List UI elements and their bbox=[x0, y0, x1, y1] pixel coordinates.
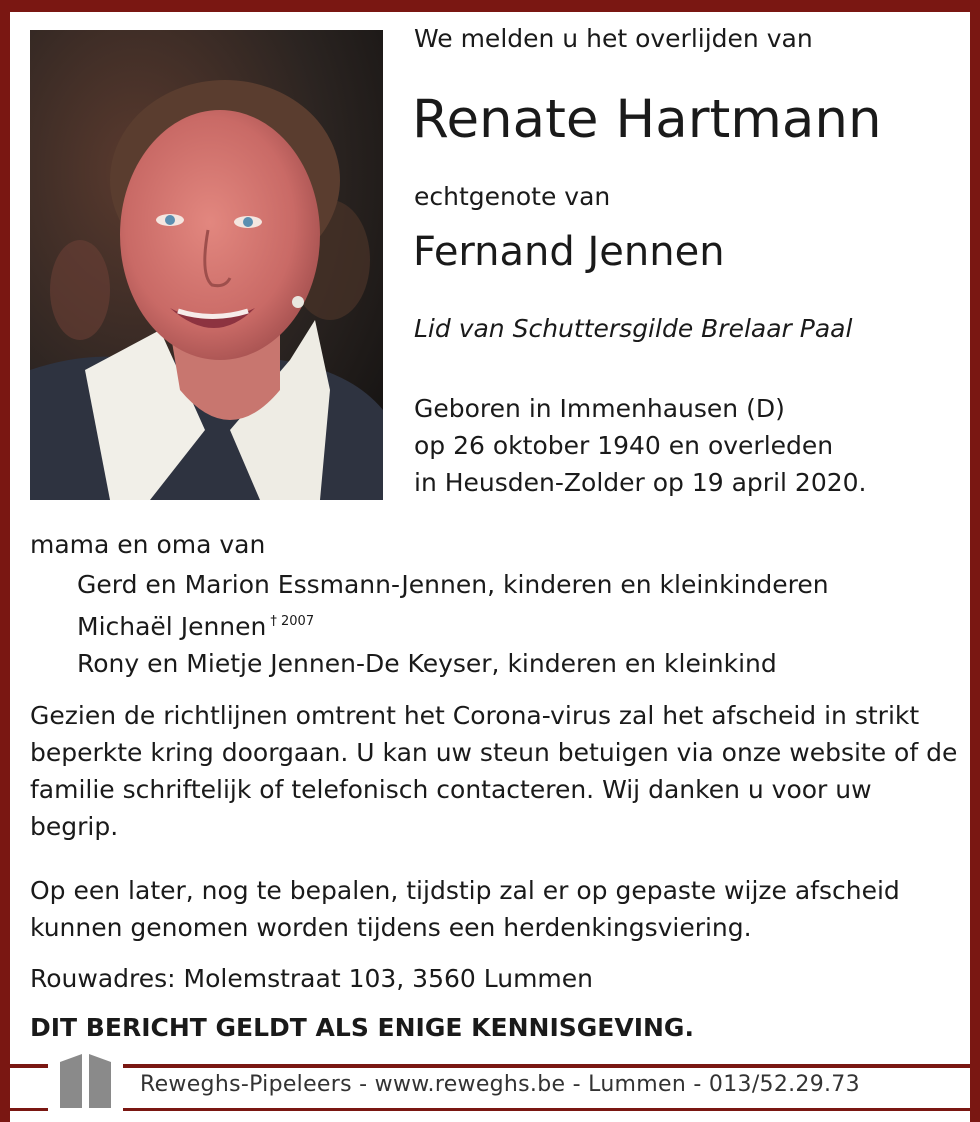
frame-left-border bbox=[0, 0, 10, 1122]
footer-contact: Reweghs-Pipeleers - www.reweghs.be - Lummen - 013/52.29.73 bbox=[140, 1072, 860, 1097]
footer-divider bbox=[10, 1064, 970, 1068]
official-notice: DIT BERICHT GELDT ALS ENIGE KENNISGEVING. bbox=[30, 1013, 694, 1042]
family-member-text: Gerd en Marion Essmann-Jennen, kinderen en kleinkinderen bbox=[77, 570, 829, 599]
funeral-home-logo-icon bbox=[48, 1046, 123, 1112]
spouse-name: Fernand Jennen bbox=[413, 229, 725, 275]
family-member bbox=[77, 566, 829, 603]
death-note: † 2007 bbox=[270, 614, 315, 629]
family-member-text: Michaël Jennen bbox=[77, 612, 267, 641]
birth-death-details bbox=[414, 390, 867, 501]
mourning-address: Rouwadres: Molemstraat 103, 3560 Lummen bbox=[30, 964, 594, 993]
family-member bbox=[77, 603, 829, 645]
birth-line: op 26 oktober 1940 en overleden bbox=[414, 431, 834, 460]
portrait-photo bbox=[30, 30, 383, 500]
frame-top-border bbox=[0, 0, 980, 12]
family-member bbox=[77, 645, 829, 682]
corona-message: Gezien de richtlijnen omtrent het Corona-virus zal het afscheid in strikt beperkte kring doorgaan. U kan uw steun betuigen via onze website of de familie schriftelijk of telefonisch contacteren. Wij danken u voor uw begrip. bbox=[30, 701, 958, 841]
later-message: Op een later, nog te bepalen, tijdstip zal er op gepaste wijze afscheid kunnen genomen worden tijdens een herdenkingsviering. bbox=[30, 876, 900, 942]
membership-text: Lid van Schuttersgilde Brelaar Paal bbox=[414, 314, 853, 343]
frame-right-border bbox=[970, 0, 980, 1122]
family-member-text: Rony en Mietje Jennen-De Keyser, kinderen en kleinkind bbox=[77, 649, 777, 678]
intro-text: We melden u het overlijden van bbox=[414, 24, 813, 53]
family-list bbox=[77, 566, 829, 682]
spouse-label: echtgenote van bbox=[414, 182, 611, 211]
family-label: mama en oma van bbox=[30, 530, 266, 559]
footer-bottom-border bbox=[10, 1108, 970, 1111]
birth-line: in Heusden-Zolder op 19 april 2020. bbox=[414, 468, 867, 497]
birth-line: Geboren in Immenhausen (D) bbox=[414, 394, 785, 423]
deceased-name: Renate Hartmann bbox=[412, 89, 882, 150]
